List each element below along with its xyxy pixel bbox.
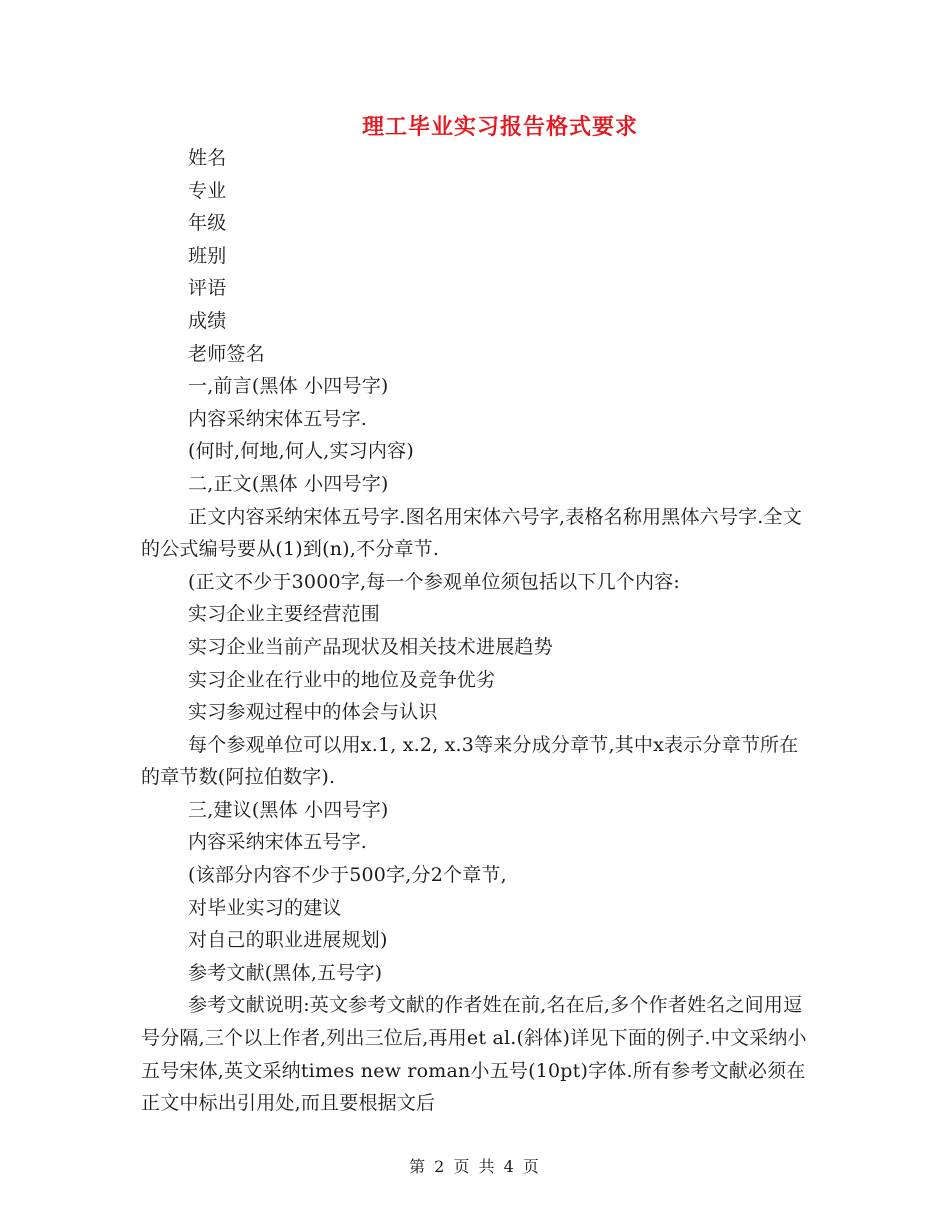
- paragraph: 参考文献说明:英文参考文献的作者姓在前,名在后,多个作者姓名之间用逗号分隔,三个以上作者,列出三位后,再用et al.(斜体)详见下面的例子.中文采纳小五号宋体,英文采纳times new roman小五号(10pt)字体.所有参考文献必须在正文中标出引用处,而且要根据文后: [141, 994, 807, 1115]
- list-item: 对自己的职业进展规划): [188, 929, 388, 952]
- list-item: 实习企业主要经营范围: [188, 603, 381, 626]
- paragraph: 内容采纳宋体五号字.: [188, 831, 368, 854]
- list-item: 实习企业当前产品现状及相关技术进展趋势: [188, 635, 553, 658]
- field-teacher-signature: 老师签名: [188, 342, 265, 365]
- section-heading-preface: 一,前言(黑体 小四号字): [188, 375, 389, 398]
- section-heading-references: 参考文献(黑体,五号字): [188, 961, 383, 984]
- field-major: 专业: [188, 179, 227, 202]
- document-body: [141, 142, 813, 1120]
- list-item: 实习企业在行业中的地位及竞争优劣: [188, 668, 496, 691]
- section-heading-body: 二,正文(黑体 小四号字): [188, 472, 389, 495]
- list-item: 实习参观过程中的体会与认识: [188, 701, 438, 724]
- field-class: 班别: [188, 244, 227, 267]
- field-score: 成绩: [188, 309, 227, 332]
- list-item: 对毕业实习的建议: [188, 896, 342, 919]
- paragraph: 内容采纳宋体五号字.: [188, 407, 368, 430]
- paragraph: (何时,何地,何人,实习内容): [188, 440, 414, 463]
- field-name: 姓名: [188, 147, 227, 169]
- field-comments: 评语: [188, 277, 227, 300]
- paragraph: (该部分内容不少于500字,分2个章节,: [188, 864, 507, 887]
- page-footer: 第 2 页 共 4 页: [409, 1157, 541, 1176]
- paragraph: 正文内容采纳宋体五号字.图名用宋体六号字,表格名称用黑体六号字.全文的公式编号要从(1)到(n),不分章节.: [141, 505, 802, 561]
- field-grade: 年级: [188, 212, 227, 235]
- section-heading-suggestions: 三,建议(黑体 小四号字): [188, 798, 389, 821]
- paragraph: 每个参观单位可以用x.1, x.2, x.3等来分成分章节,其中x表示分章节所在的章节数(阿拉伯数字).: [141, 733, 799, 789]
- document-title: 理工毕业实习报告格式要求: [361, 114, 638, 140]
- paragraph: (正文不少于3000字,每一个参观单位须包括以下几个内容:: [188, 570, 681, 593]
